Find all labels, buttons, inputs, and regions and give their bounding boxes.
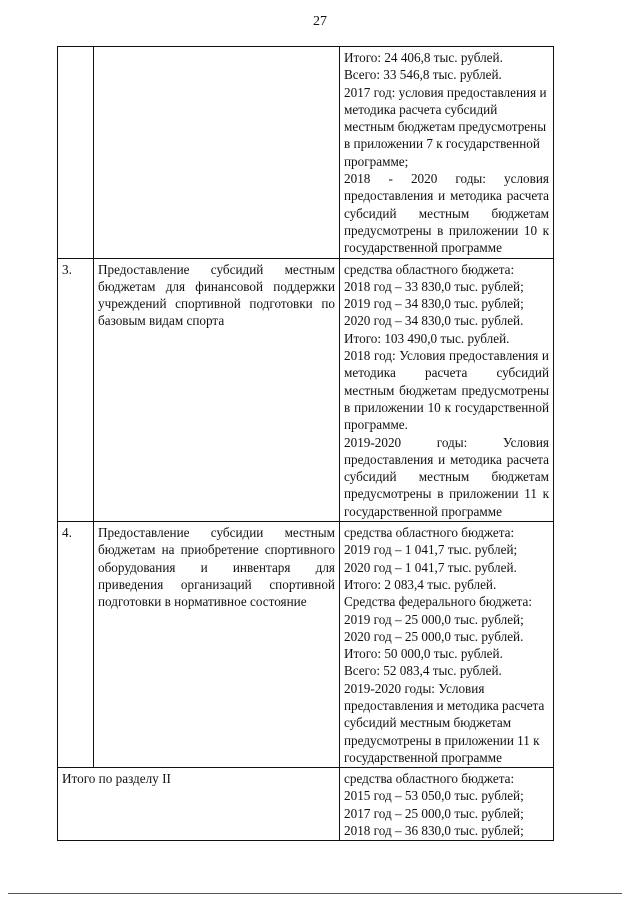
funding-line: 2015 год – 53 050,0 тыс. рублей; xyxy=(344,788,524,804)
funding-cell xyxy=(340,768,554,841)
funding-line: 2019-2020 годы: Условия предоставления и методика расчета субсидий местным бюджетам предусмотрены в приложении 11 к государственной программе xyxy=(344,434,549,519)
funding-line: 2020 год – 34 830,0 тыс. рублей. xyxy=(344,313,524,329)
funding-line: 2017 год – 25 000,0 тыс. рублей; xyxy=(344,805,524,821)
table-row xyxy=(58,47,554,259)
program-table xyxy=(57,46,554,841)
row-number xyxy=(58,47,94,259)
funding-line: 2017 год: условия предоставления и методика расчета субсидий местным бюджетам предусмотрены в приложении 7 к государственной программе; xyxy=(344,84,547,169)
row-title: Предоставление субсидий местным бюджетам для финансовой поддержки учреждений спортивной подготовки по базовым видам спорта xyxy=(94,258,340,521)
table-row xyxy=(58,258,554,521)
funding-line: 2020 год – 1 041,7 тыс. рублей. xyxy=(344,559,517,575)
funding-line: Итого: 50 000,0 тыс. рублей. xyxy=(344,646,503,662)
funding-line: Итого: 103 490,0 тыс. рублей. xyxy=(344,330,510,346)
funding-line: Средства федерального бюджета: xyxy=(344,594,532,610)
table-row xyxy=(58,768,554,841)
funding-line: 2019 год – 1 041,7 тыс. рублей; xyxy=(344,542,518,558)
funding-line: Всего: 52 083,4 тыс. рублей. xyxy=(344,663,502,679)
funding-line: Итого: 2 083,4 тыс. рублей. xyxy=(344,576,497,592)
funding-line: Всего: 33 546,8 тыс. рублей. xyxy=(344,67,502,83)
funding-line: 2018 - 2020 годы: условия предоставления и методика расчета субсидий местным бюджетам предусмотрены в приложении 10 к государственной программе xyxy=(344,171,549,256)
funding-line: средства областного бюджета: xyxy=(344,261,515,277)
funding-line: 2019 год – 34 830,0 тыс. рублей; xyxy=(344,296,524,312)
funding-line: 2018 год – 33 830,0 тыс. рублей; xyxy=(344,278,524,294)
row-title: Предоставление субсидии местным бюджетам на приобретение спортивного оборудования и инвентаря для приведения организаций спортивной подготовки в нормативное состояние xyxy=(94,522,340,768)
funding-cell xyxy=(340,522,554,768)
scan-bottom-edge xyxy=(8,893,622,894)
row-number: 4. xyxy=(58,522,94,768)
funding-line: Итого: 24 406,8 тыс. рублей. xyxy=(344,50,503,65)
funding-line: 2019-2020 годы: Условия предоставления и методика расчета субсидий местным бюджетам предусмотрены в приложении 11 к государственной программе xyxy=(344,680,545,765)
funding-line: 2019 год – 25 000,0 тыс. рублей; xyxy=(344,611,524,627)
funding-line: 2020 год – 25 000,0 тыс. рублей. xyxy=(344,628,524,644)
funding-line: 2018 год: Условия предоставления и методика расчета субсидий местным бюджетам предусмотрены в приложении 10 к государственной программе. xyxy=(344,348,549,433)
section-total-label: Итого по разделу II xyxy=(58,768,340,841)
funding-line: 2018 год – 36 830,0 тыс. рублей; xyxy=(344,823,524,839)
funding-cell xyxy=(340,258,554,521)
table-row xyxy=(58,522,554,768)
funding-line: средства областного бюджета: xyxy=(344,525,515,541)
funding-cell xyxy=(340,47,554,259)
funding-line: средства областного бюджета: xyxy=(344,771,515,787)
page-number: 27 xyxy=(313,14,327,29)
row-title xyxy=(94,47,340,259)
row-number: 3. xyxy=(58,258,94,521)
